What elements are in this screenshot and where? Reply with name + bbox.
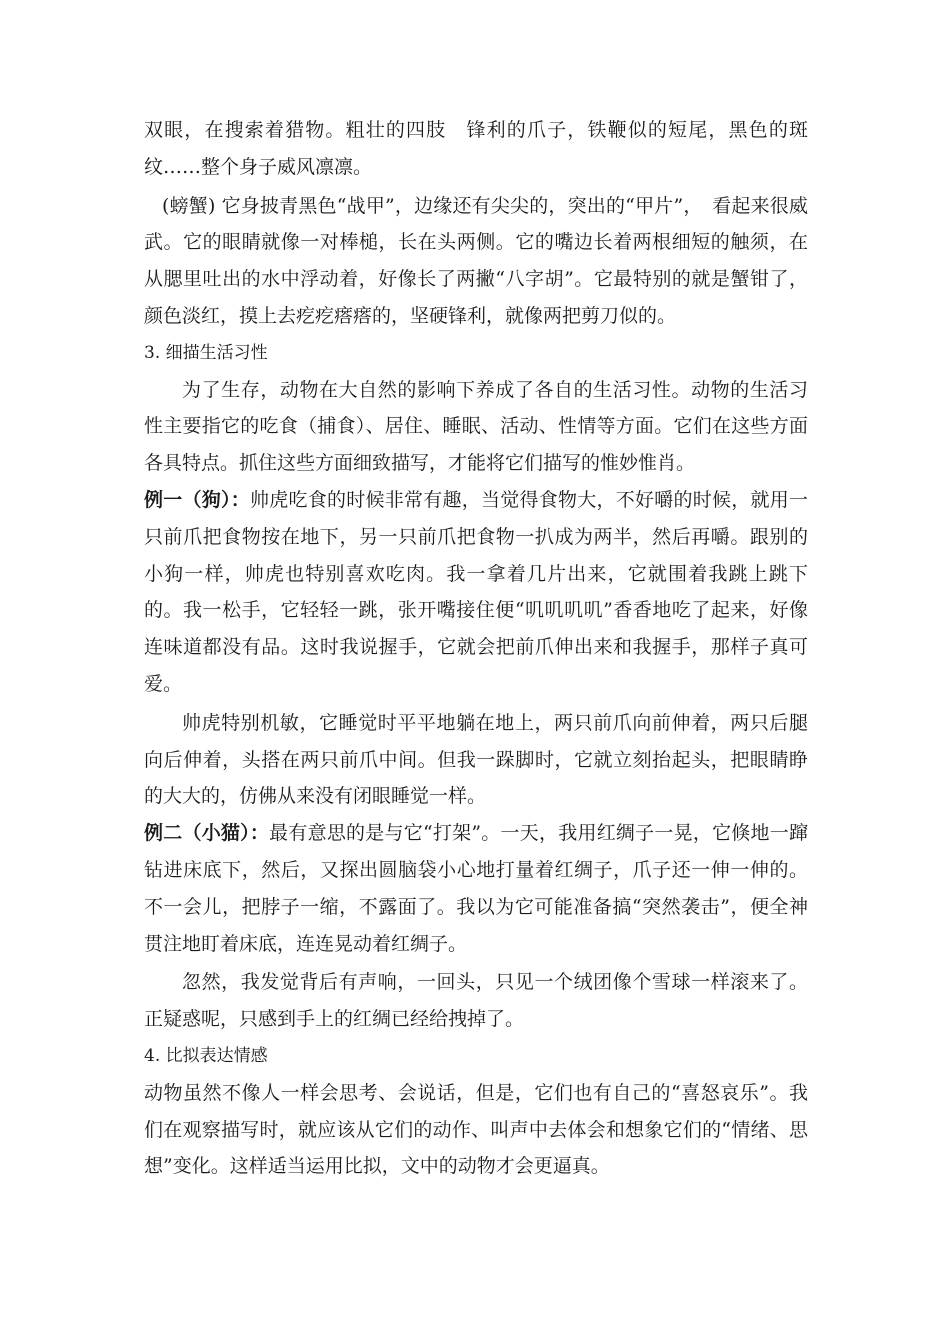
section-heading-4: 4. 比拟表达情感 <box>144 1045 268 1066</box>
cat-second-paragraph: 忽然，我发觉背后有声响，一回头，只见一个绒团像个雪球一样滚来了。正疑惑呢，只感到手上的红绸已经给拽掉了。 <box>144 971 808 1031</box>
tiger-paragraph: 双眼，在搜索着猎物。粗壮的四肢 锋利的爪子，铁鞭似的短尾，黑色的斑纹……整个身子威风凛凛。 <box>144 119 808 178</box>
example-dog-label: 例一（狗）： <box>144 488 250 511</box>
example-dog-text: 帅虎吃食的时候非常有趣，当觉得食物大，不好嚼的时候，就用一只前爪把食物按在地下，另一只前爪把食物一扒成为两半，然后再嚼。跟别的小狗一样，帅虎也特别喜欢吃肉。我一拿着几片出来，它就围着我跳上跳下的。我一松手，它轻轻一跳，张开嘴接住便“叽叽叽叽”香香地吃了起来，好像连味道都没有品。这时我说握手，它就会把前爪伸出来和我握手，那样子真可爱。 <box>144 488 808 695</box>
document-page <box>144 112 808 1185</box>
example-cat-paragraph <box>144 815 808 962</box>
dog-sleep-paragraph: 帅虎特别机敏，它睡觉时平平地躺在地上，两只前爪向前伸着，两只后腿向后伸着，头搭在两只前爪中间。但我一跺脚时，它就立刻抬起头，把眼睛睁的大大的，仿佛从来没有闭眼睡觉一样。 <box>144 711 808 808</box>
example-dog-paragraph <box>144 482 808 703</box>
example-cat-text: 最有意思的是与它“打架”。一天，我用红绸子一晃，它倏地一蹿钻进床底下，然后，又探出圆脑袋小心地打量着红绸子，爪子还一伸一伸的。不一会儿，把脖子一缩，不露面了。我以为它可能准备搞“突然袭击”，便全神贯注地盯着床底，连连晃动着红绸子。 <box>144 822 808 955</box>
emotion-paragraph: 动物虽然不像人一样会思考、会说话，但是，它们也有自己的“喜怒哀乐”。我们在观察描写时，就应该从它们的动作、叫声中去体会和想象它们的“情绪、思想”变化。这样适当运用比拟，文中的动物才会更逼真。 <box>144 1081 808 1178</box>
crab-paragraph: (螃蟹) 它身披青黑色“战甲”，边缘还有尖尖的，突出的“甲片”， 看起来很威武。它的眼睛就像一对棒槌，长在头两侧。它的嘴边长着两根细短的触须，在从腮里吐出的水中浮动着，好像长了两撇“八字胡”。它最特别的就是蟹钳了，颜色淡红，摸上去疙疙瘩瘩的，坚硬锋利，就像两把剪刀似的。 <box>144 194 808 327</box>
habits-paragraph: 为了生存，动物在大自然的影响下养成了各自的生活习性。动物的生活习性主要指它的吃食（捕食）、居住、睡眠、活动、性情等方面。它们在这些方面各具特点。抓住这些方面细致描写，才能将它们描写的惟妙惟肖。 <box>144 378 808 475</box>
section-heading-3: 3. 细描生活习性 <box>144 342 268 363</box>
example-cat-label: 例二（小猫）： <box>144 822 270 845</box>
